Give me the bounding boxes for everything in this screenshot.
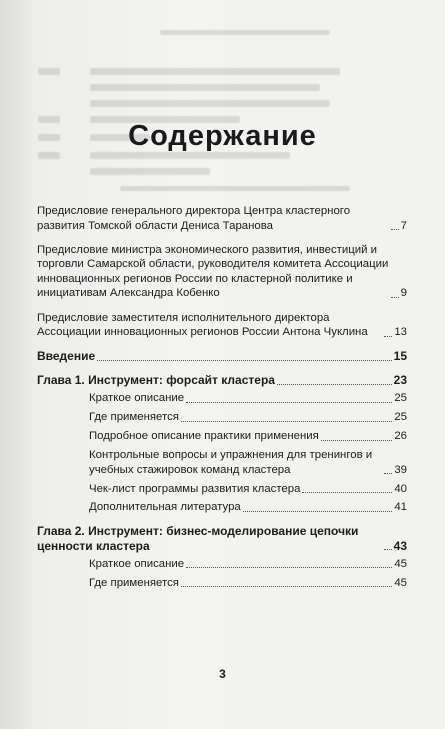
toc-entry-page: 25 bbox=[394, 411, 407, 424]
toc-entry-text: Введение bbox=[37, 349, 96, 364]
toc-entry-page: 45 bbox=[394, 576, 407, 589]
toc-entry-page: 15 bbox=[393, 349, 407, 364]
toc-leader-dots bbox=[384, 473, 392, 474]
toc-leader-dots bbox=[302, 492, 392, 493]
toc-entry-text: Глава 2. Инструмент: бизнес-моделирование цепочки ценности кластера bbox=[37, 524, 359, 553]
toc-leader-dots bbox=[181, 421, 392, 422]
toc-entry-page: 41 bbox=[394, 501, 407, 514]
toc-entry[interactable] bbox=[37, 204, 407, 233]
toc-entry-chapter-2[interactable] bbox=[37, 524, 407, 553]
toc-entry-text: Краткое описание bbox=[89, 392, 185, 405]
toc-entry-text: Контрольные вопросы и упражнения для тренингов и учебных стажировок команд кластера bbox=[89, 449, 373, 476]
toc-leader-dots bbox=[97, 360, 391, 361]
toc-subentry[interactable] bbox=[37, 391, 407, 406]
toc-entry-text: Подробное описание практики применения bbox=[89, 430, 319, 443]
toc-entry-text: Дополнительная литература bbox=[89, 501, 241, 514]
toc-leader-dots bbox=[384, 549, 392, 550]
toc-leader-dots bbox=[186, 402, 392, 403]
toc-entry-page: 7 bbox=[400, 219, 407, 232]
toc-entry-text: Где применяется bbox=[89, 576, 179, 589]
show-through-text bbox=[0, 0, 445, 200]
toc-subentry[interactable] bbox=[37, 500, 407, 515]
toc-subentry[interactable] bbox=[37, 576, 407, 591]
toc-leader-dots bbox=[186, 567, 392, 568]
toc-entry[interactable] bbox=[37, 243, 407, 301]
toc-leader-dots bbox=[181, 586, 392, 587]
toc-entry-page: 40 bbox=[394, 482, 407, 495]
toc-subentry[interactable] bbox=[37, 410, 407, 425]
toc-entry-introduction[interactable] bbox=[37, 349, 407, 364]
toc-subentry[interactable] bbox=[37, 557, 407, 572]
toc-entry-text: Чек-лист программы развития кластера bbox=[89, 482, 301, 495]
toc-entry-page: 9 bbox=[400, 287, 407, 300]
toc-leader-dots bbox=[321, 440, 393, 441]
toc-leader-dots bbox=[243, 511, 393, 512]
page-title: Содержание bbox=[128, 120, 317, 152]
toc-entry-text: Краткое описание bbox=[89, 557, 185, 570]
table-of-contents bbox=[37, 204, 407, 595]
toc-subentry[interactable] bbox=[37, 448, 407, 477]
toc-entry-text: Предисловие генерального директора Центра кластерного развития Томской области Дениса Таранова bbox=[37, 205, 351, 232]
toc-leader-dots bbox=[391, 297, 399, 298]
toc-entry-page: 45 bbox=[394, 557, 407, 570]
toc-leader-dots bbox=[277, 384, 392, 385]
toc-entry-page: 25 bbox=[394, 392, 407, 405]
toc-entry-text: Где применяется bbox=[89, 411, 179, 424]
page-number: 3 bbox=[219, 667, 226, 681]
toc-entry-text: Предисловие министра экономического развития, инвестиций и торговли Самарской области, руководителя комитета Ассоциации инновационных регионов России по кластерной политике и инициативам Александра Кобенко bbox=[37, 243, 389, 300]
toc-entry-page: 13 bbox=[394, 326, 407, 339]
toc-subentry[interactable] bbox=[37, 482, 407, 497]
toc-leader-dots bbox=[391, 229, 399, 230]
toc-entry-chapter-1[interactable] bbox=[37, 373, 407, 388]
toc-entry-text: Глава 1. Инструмент: форсайт кластера bbox=[37, 373, 275, 388]
toc-leader-dots bbox=[384, 336, 392, 337]
toc-entry-page: 39 bbox=[394, 463, 407, 476]
toc-subentry[interactable] bbox=[37, 429, 407, 444]
toc-entry-page: 43 bbox=[393, 538, 407, 553]
toc-entry-page: 23 bbox=[393, 373, 407, 388]
toc-entry-text: Предисловие заместителя исполнительного директора Ассоциации инновационных регионов России Антона Чуклина bbox=[37, 311, 368, 339]
toc-entry[interactable] bbox=[37, 311, 407, 340]
toc-entry-page: 26 bbox=[394, 430, 407, 443]
